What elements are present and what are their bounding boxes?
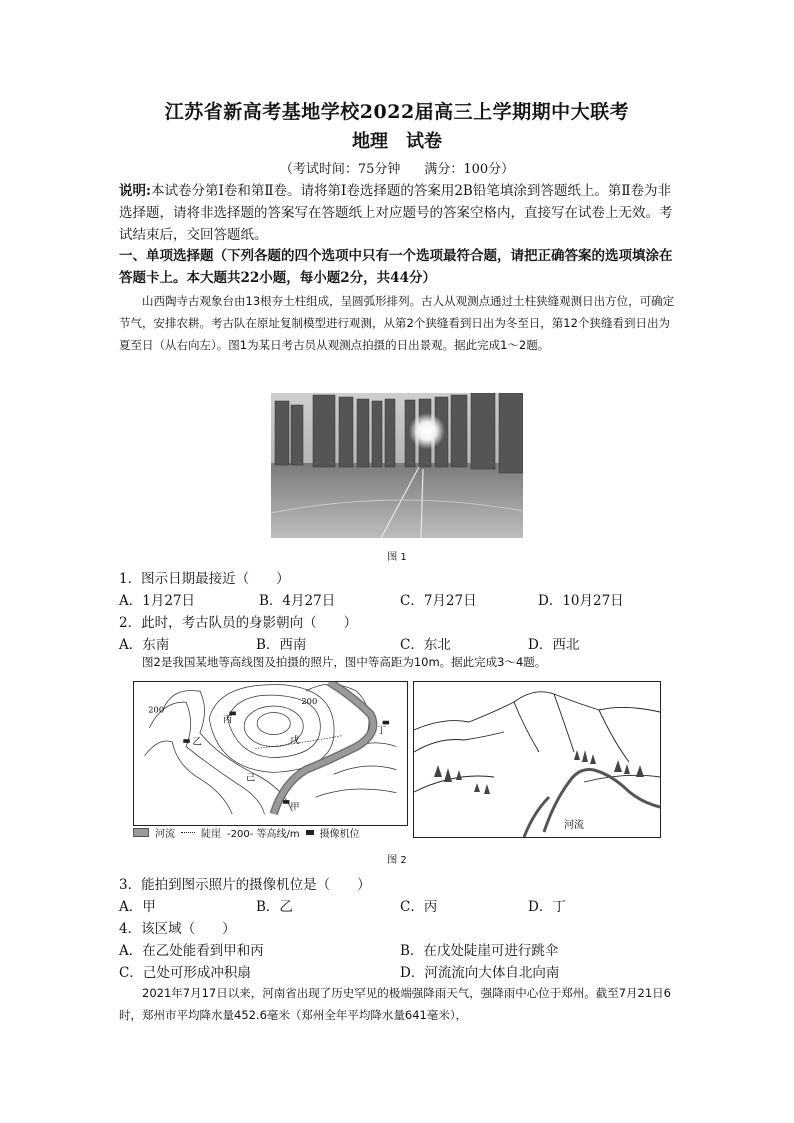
- paper-label: 试卷: [406, 131, 442, 152]
- q2-option-d[interactable]: D．西北: [528, 637, 580, 653]
- legend-camera: 摄像机位: [319, 829, 360, 840]
- q1-option-b[interactable]: B．4月27日: [259, 593, 336, 609]
- exam-score: 满分：100分）: [424, 162, 515, 177]
- q4-option-c[interactable]: C．己处可形成冲积扇: [119, 965, 251, 981]
- q3-option-b[interactable]: B．乙: [256, 899, 293, 915]
- legend-contour: -200- 等高线/m: [227, 829, 300, 840]
- passage-1: 山西陶寺古观象台由13根夯土柱组成，呈圆弧形排列。古人从观测点通过土柱狭缝观测日出方位，可确定节气，安排农耕。考古队在原址复制模型进行观测，从第2个狭缝看到日出为冬至日，第12个狭缝看到日出为夏至日（从右向左）。图1为某日考古员从观测点拍摄的日出景观。据此完成1～2题。: [119, 294, 675, 352]
- q3-option-a[interactable]: A．甲: [119, 899, 156, 915]
- figure-2-caption: 图 2: [387, 855, 407, 866]
- section-heading: 一、单项选择题（下列各题的四个选项中只有一个选项最符合题，请把正确答案的选项填涂在答题卡上。本大题共22小题，每小题2分，共44分）: [119, 248, 673, 286]
- exam-title: 江苏省新高考基地学校2022届高三上学期期中大联考: [164, 101, 630, 123]
- figure-1-caption: 图 1: [387, 552, 407, 563]
- question-2: 2．此时，考古队员的身影朝向（ ）: [119, 615, 358, 631]
- map-label-wu: 戊: [290, 734, 300, 746]
- passage-3: 2021年7月17日以来，河南省出现了历史罕见的极端强降雨天气，强降雨中心位于郑州。截至7月21日6时，郑州市平均降水量452.6毫米（郑州全年平均降水量641毫米），: [119, 986, 671, 1022]
- river-legend-icon: [133, 828, 149, 837]
- subject-label: 地理: [352, 131, 388, 152]
- map-label-yi: 乙: [192, 736, 202, 748]
- question-1: 1．图示日期最接近（ ）: [119, 571, 290, 587]
- map-legend: [133, 826, 406, 839]
- q1-option-d[interactable]: D．10月27日: [538, 593, 624, 609]
- map-label-ding: 丁: [377, 725, 387, 737]
- passage-2: 图2是我国某地等高线图及拍摄的照片，图中等高距为10m。据此完成3～4题。: [142, 655, 547, 669]
- map-label-bing: 丙: [222, 714, 233, 726]
- q4-option-a[interactable]: A．在乙处能看到甲和丙: [119, 943, 264, 959]
- exam-time: （考试时间：75分钟: [279, 162, 401, 177]
- question-3: 3．能拍到图示照片的摄像机位是（ ）: [119, 877, 371, 893]
- map-label-ji: 己: [246, 772, 256, 784]
- q2-option-c[interactable]: C．东北: [400, 637, 451, 653]
- instructions-text: 本试卷分第Ⅰ卷和第Ⅱ卷。请将第Ⅰ卷选择题的答案用2B铅笔填涂到答题纸上。第Ⅱ卷为非选择题，请将非选择题的答案写在答题纸上对应题号的答案空格内，直接写在试卷上无效。考试结束后，交回答题纸。: [119, 183, 673, 243]
- legend-river: 河流: [155, 829, 175, 840]
- map-label-jia: 甲: [290, 801, 300, 813]
- q1-option-a[interactable]: A．1月27日: [119, 593, 196, 609]
- figure-1-photo: [271, 393, 523, 538]
- q1-option-c[interactable]: C．7月27日: [400, 593, 477, 609]
- q4-option-b[interactable]: B．在戊处陡崖可进行跳伞: [400, 943, 559, 959]
- q2-option-b[interactable]: B．西南: [256, 637, 307, 653]
- figure-2-contour-map: [133, 681, 408, 826]
- figure-2-landscape-photo: [413, 681, 661, 838]
- q3-option-c[interactable]: C．丙: [400, 899, 438, 915]
- q4-option-d[interactable]: D．河流流向大体自北向南: [400, 965, 560, 981]
- exam-time-score: [0, 158, 794, 177]
- question-4: 4．该区域（ ）: [119, 921, 236, 937]
- legend-cliff: 陡崖: [201, 829, 221, 840]
- cliff-legend-icon: [181, 832, 195, 833]
- instructions: [119, 180, 675, 246]
- map-contour-200-left: 200: [148, 704, 165, 715]
- exam-subtitle: [0, 127, 794, 153]
- photo-river-label: 河流: [564, 820, 584, 831]
- q2-option-a[interactable]: A．东南: [119, 637, 170, 653]
- instructions-label: 说明:: [119, 183, 151, 199]
- q3-option-d[interactable]: D．丁: [528, 899, 566, 915]
- map-contour-200-right: 200: [301, 696, 318, 707]
- camera-legend-icon: [306, 830, 314, 835]
